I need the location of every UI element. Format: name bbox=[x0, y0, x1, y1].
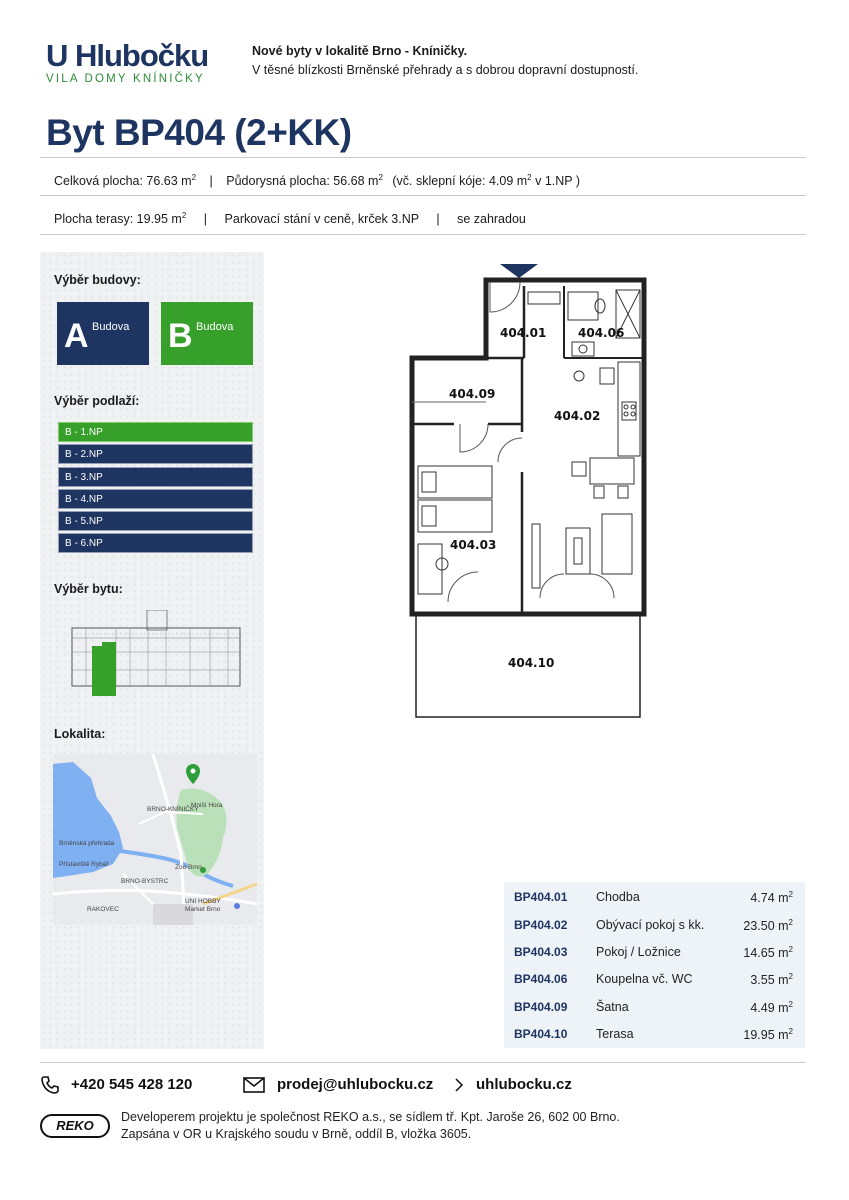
building-a-button[interactable] bbox=[57, 302, 149, 365]
floor-item-6np[interactable]: B - 6.NP bbox=[58, 533, 253, 553]
building-letter: A bbox=[64, 317, 89, 355]
building-label: Budova bbox=[196, 321, 234, 333]
room-label-40401: 404.01 bbox=[500, 326, 547, 340]
floor-list bbox=[58, 422, 253, 556]
brand-subtitle: VILA DOMY KNÍNIČKY bbox=[46, 73, 205, 85]
divider bbox=[40, 157, 806, 158]
parking-info: Parkovací stání v ceně, krček 3.NP bbox=[224, 212, 419, 227]
floor-item-1np[interactable]: B - 1.NP bbox=[58, 422, 253, 442]
info-row-extras bbox=[54, 211, 526, 226]
room-name: Obývací pokoj s kk. bbox=[596, 918, 705, 932]
room-label-40403: 404.03 bbox=[450, 538, 497, 552]
map-label: BRNO-BYSTRC bbox=[121, 878, 169, 885]
room-id: BP404.06 bbox=[514, 972, 568, 986]
cellar-area: (vč. sklepní kóje: 4.09 $m^2$ v 1.NP ) bbox=[392, 173, 581, 189]
total-area: Celková plocha: 76.63 $m^2$ bbox=[54, 173, 197, 189]
divider bbox=[40, 234, 806, 235]
building-b-button[interactable] bbox=[161, 302, 253, 365]
table-row bbox=[504, 918, 805, 945]
terrace-area: Plocha terasy: 19.95 $m^2$ bbox=[54, 211, 187, 227]
web-link[interactable]: uhlubocku.cz bbox=[476, 1076, 572, 1093]
table-row bbox=[504, 890, 805, 917]
room-id: BP404.10 bbox=[514, 1027, 568, 1041]
tagline bbox=[252, 42, 638, 80]
map-label: Zoo Brno bbox=[175, 864, 202, 871]
email-link[interactable]: prodej@uhlubocku.cz bbox=[277, 1076, 434, 1093]
page-title: Byt BP404 (2+KK) bbox=[46, 112, 352, 153]
room-name: Koupelna vč. WC bbox=[596, 972, 693, 986]
garden-info: se zahradou bbox=[457, 212, 526, 227]
room-label-40402: 404.02 bbox=[554, 409, 601, 423]
divider bbox=[40, 1062, 806, 1063]
map-label: UNI HOBBY Market Brno bbox=[185, 898, 221, 913]
legal-text bbox=[121, 1109, 620, 1143]
legal-line1: Developerem projektu je společnost REKO a.s., se sídlem tř. Kpt. Jaroše 26, 602 00 Brno. bbox=[121, 1110, 620, 1124]
entrance-marker bbox=[500, 264, 538, 278]
envelope-icon bbox=[243, 1077, 265, 1093]
building-letter: B bbox=[168, 317, 193, 355]
map-label: Mniší Hora bbox=[191, 802, 223, 809]
room-area: 19.95 $m^2$ bbox=[743, 1027, 793, 1043]
phone-link[interactable]: +420 545 428 120 bbox=[71, 1076, 193, 1093]
flat-heading: Výběr bytu: bbox=[54, 582, 123, 596]
brand-name: U Hlubočku bbox=[46, 38, 209, 73]
rooms-table bbox=[504, 882, 805, 1048]
tagline-line2: V těsné blízkosti Brněnské přehrady a s dobrou dopravní dostupností. bbox=[252, 63, 639, 77]
room-area: 3.55 $m^2$ bbox=[750, 972, 793, 988]
room-id: BP404.02 bbox=[514, 918, 568, 932]
separator: | bbox=[209, 174, 213, 189]
location-map[interactable] bbox=[53, 754, 257, 925]
floor-item-3np[interactable]: B - 3.NP bbox=[58, 467, 253, 487]
map-label: Přístaviště Rybář bbox=[59, 861, 109, 868]
separator: | bbox=[436, 212, 440, 227]
floor-plan bbox=[404, 262, 654, 722]
room-id: BP404.01 bbox=[514, 890, 568, 904]
table-row bbox=[504, 945, 805, 972]
flat-keyplan[interactable] bbox=[70, 610, 242, 696]
divider bbox=[40, 195, 806, 196]
room-id: BP404.03 bbox=[514, 945, 568, 959]
room-area: 4.74 $m^2$ bbox=[750, 890, 793, 906]
legal-line2: Zapsána v OR u Krajského soudu v Brně, oddíl B, vložka 3605. bbox=[121, 1127, 472, 1141]
room-name: Šatna bbox=[596, 1000, 629, 1014]
table-row bbox=[504, 972, 805, 999]
table-row bbox=[504, 1000, 805, 1027]
room-area: 14.65 $m^2$ bbox=[743, 945, 793, 961]
location-heading: Lokalita: bbox=[54, 727, 106, 741]
floor-heading: Výběr podlaží: bbox=[54, 394, 140, 408]
separator: | bbox=[203, 212, 208, 227]
map-label: RAKOVEC bbox=[87, 906, 119, 913]
building-heading: Výběr budovy: bbox=[54, 273, 141, 287]
table-row bbox=[504, 1027, 805, 1054]
room-name: Chodba bbox=[596, 890, 640, 904]
chevron-right-icon bbox=[454, 1078, 464, 1092]
room-name: Pokoj / Ložnice bbox=[596, 945, 681, 959]
room-label-40410: 404.10 bbox=[508, 656, 555, 670]
floor-area: Půdorysná plocha: 56.68 $m^2$ bbox=[226, 173, 383, 189]
map-label: BRNO-KNÍNIČKY bbox=[147, 806, 199, 813]
selector-sidebar bbox=[40, 252, 264, 1049]
floor-item-5np[interactable]: B - 5.NP bbox=[58, 511, 253, 531]
brand-logo bbox=[46, 40, 226, 85]
map-label: Brněnská přehrada bbox=[59, 840, 115, 847]
room-name: Terasa bbox=[596, 1027, 634, 1041]
room-area: 23.50 $m^2$ bbox=[743, 918, 793, 934]
phone-icon bbox=[40, 1075, 60, 1095]
info-row-areas bbox=[54, 173, 580, 188]
floor-item-2np[interactable]: B - 2.NP bbox=[58, 444, 253, 464]
building-label: Budova bbox=[92, 321, 130, 333]
developer-logo: REKO bbox=[40, 1114, 110, 1138]
room-label-40406: 404.06 bbox=[578, 326, 625, 340]
room-id: BP404.09 bbox=[514, 1000, 568, 1014]
room-label-40409: 404.09 bbox=[449, 387, 496, 401]
floor-item-4np[interactable]: B - 4.NP bbox=[58, 489, 253, 509]
room-area: 4.49 $m^2$ bbox=[750, 1000, 793, 1016]
tagline-line1: Nové byty v lokalitě Brno - Kníničky. bbox=[252, 44, 468, 58]
